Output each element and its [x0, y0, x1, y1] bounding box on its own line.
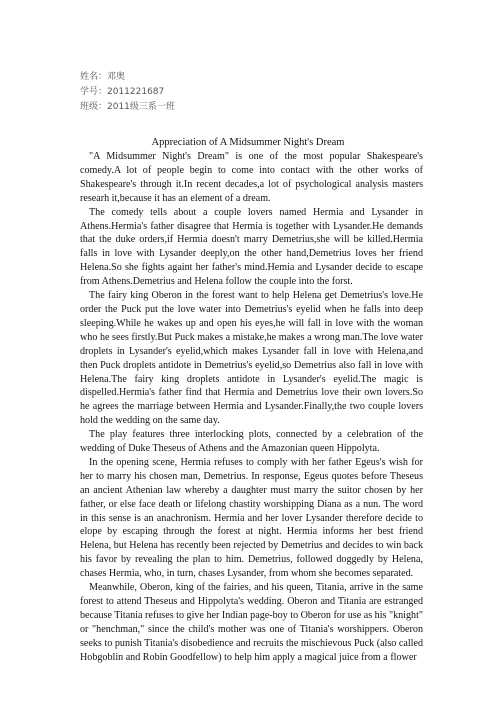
paragraph: The fairy king Oberon in the forest want to help Helena get Demetrius's love.He order the Puck put the love water into Demetrius's eyelid when he falls into deep sleeping.While he wakes up and open his eyes,he will fall in love with the woman who he sees firstly.But Puck makes a mistake,he makes a wrong man.The love water droplets in Lysander's eyelid,which makes Lysander fall in love with Helena,and then Puck droplets antidote in Demetrius's eyelid,so Demetrius also fall in love with Helena.The fairy king droplets antidote in Lysander's eyelid.The magic is dispelled.Hermia's father find that Hermia and Demetrius love their own lovers.So he agrees the marriage between Hermia and Lysander.Finally,the two couple lovers hold the wedding on the same day.	[80, 290, 423, 427]
document-body	[80, 150, 423, 665]
student-class: 班级：2011级三系一班	[80, 102, 175, 112]
student-info	[80, 70, 175, 115]
document-title: Appreciation of A Midsummer Night's Dream	[151, 137, 345, 148]
paragraph: The comedy tells about a couple lovers named Hermia and Lysander in Athens.Hermia's father disagree that Hermia is together with Lysander.He demands that the duke orders,if Hermia doesn't marry Demetrius,she will be killed.Hermia falls in love with Lysander deeply,on the other hand,Demetrius loves her friend Helena.So she fights againt her father's mind.Hemia and Lysander decide to escape from Athens.Demetrius and Helena follow the couple into the forst.	[80, 206, 423, 288]
paragraph: Meanwhile, Oberon, king of the fairies, and his queen, Titania, arrive in the same forest to attend Theseus and Hippolyta's wedding. Oberon and Titania are estranged because Titania refuses to give her Indian page-boy to Oberon for use as his "knight" or "henchman," since the child's mother was one of Titania's worshippers. Oberon seeks to punish Titania's disobedience and recruits the mischievous Puck (also called Hobgoblin and Robin Goodfellow) to help him apply a magical juice from a flower	[80, 582, 423, 663]
student-name: 姓名：邓奥	[80, 72, 126, 82]
paragraph: The play features three interlocking plots, connected by a celebration of the wedding of Duke Theseus of Athens and the Amazonian queen Hippolyta.	[80, 429, 423, 455]
student-id: 学号：2011221687	[80, 87, 165, 97]
paragraph: "A Midsummer Night's Dream" is one of the most popular Shakespeare's comedy.A lot of people begin to come into contact with the other works of Shakespeare's through it.In recent decades,a lot of psychological analysis masters researh it,because it has an element of a dream.	[80, 151, 423, 204]
paragraph: In the opening scene, Hermia refuses to comply with her father Egeus's wish for her to marry his chosen man, Demetrius. In response, Egeus quotes before Theseus an ancient Athenian law whereby a daughter must marry the suitor chosen by her father, or else face death or lifelong chastity worshipping Diana as a nun. The word in this sense is an anachronism. Hermia and her lover Lysander therefore decide to elope by escaping through the forest at night. Hermia informs her best friend Helena, but Helena has recently been rejected by Demetrius and decides to win back his favor by revealing the plan to him. Demetrius, followed doggedly by Helena, chases Hermia, who, in turn, chases Lysander, from whom she becomes separated.	[80, 456, 423, 580]
